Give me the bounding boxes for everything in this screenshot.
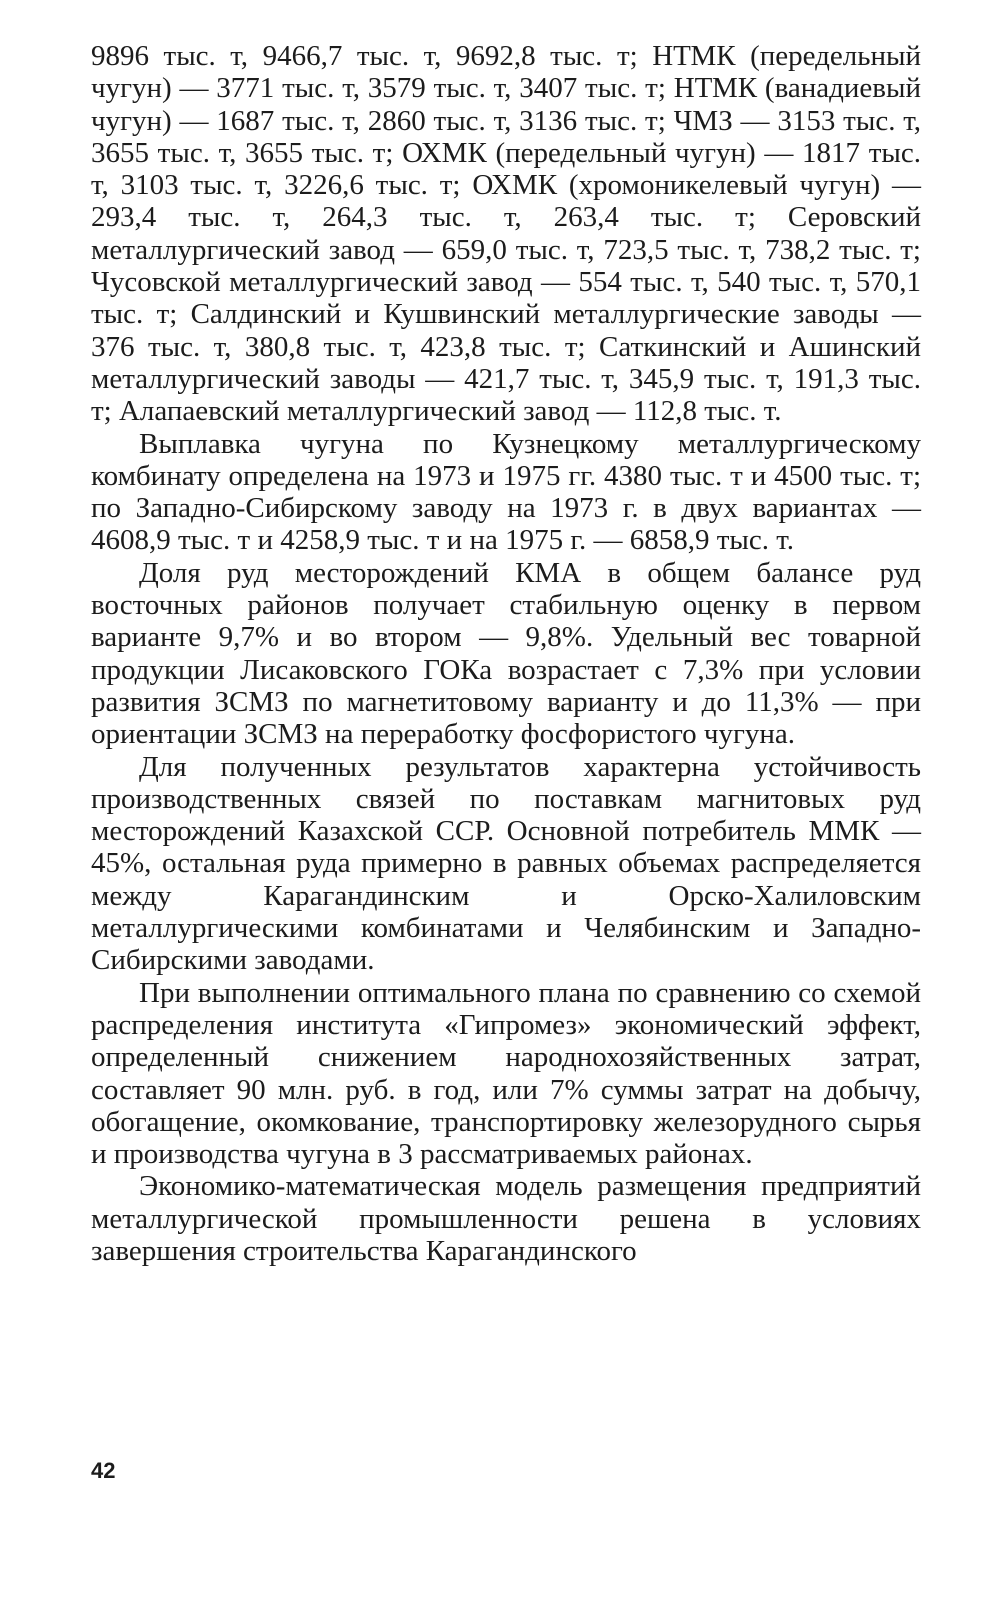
page-body — [91, 40, 921, 1267]
paragraph-continuation: 9896 тыс. т, 9466,7 тыс. т, 9692,8 тыс. т; НТМК (передельный чугун) — 3771 тыс. т, 3579 тыс. т, 3407 тыс. т; НТМК (ванадиевый чугун) — 1687 тыс. т, 2860 тыс. т, 3136 тыс. т; ЧМЗ — 3153 тыс. т, 3655 тыс. т, 3655 тыс. т; ОХМК (передельный чугун) — 1817 тыс. т, 3103 тыс. т, 3226,6 тыс. т; ОХМК (хромоникелевый чугун) — 293,4 тыс. т, 264,3 тыс. т, 263,4 тыс. т; Серовский металлургический завод — 659,0 тыс. т, 723,5 тыс. т, 738,2 тыс. т; Чусовской металлургический завод — 554 тыс. т, 540 тыс. т, 570,1 тыс. т; Салдинский и Кушвинский металлургические заводы — 376 тыс. т, 380,8 тыс. т, 423,8 тыс. т; Саткинский и Ашинский металлургический заводы — 421,7 тыс. т, 345,9 тыс. т, 191,3 тыс. т; Алапаевский металлургический завод — 112,8 тыс. т. — [91, 40, 921, 428]
paragraph-kma-ore-share: Доля руд месторождений КМА в общем балансе руд восточных районов получает стабильную оценку в первом варианте 9,7% и во втором — 9,8%. Удельный вес товарной продукции Лисаковского ГОКа возрастает с 7,3% при условии развития ЗСМЗ по магнетитовому варианту и до 11,3% — при ориентации ЗСМЗ на переработку фосфористого чугуна. — [91, 556, 921, 751]
paragraph-math-model: Экономико-математическая модель размещения предприятий металлургической промышленности решена в условиях завершения строительства Карагандинского — [91, 1170, 921, 1267]
paragraph-economic-effect: При выполнении оптимального плана по сравнению со схемой распределения института «Гипромез» экономический эффект, определенный снижением народнохозяйственных затрат, составляет 90 млн. руб. в год, или 7% суммы затрат на добычу, обогащение, окомкование, транспортировку железорудного сырья и производства чугуна в 3 рассматриваемых районах. — [91, 976, 921, 1171]
page-number: 42 — [91, 1458, 116, 1483]
paragraph-pig-iron-smelting: Выплавка чугуна по Кузнецкому металлургическому комбинату определена на 1973 и 1975 гг. 4380 тыс. т и 4500 тыс. т; по Западно-Сибирскому заводу на 1973 г. в двух вариантах — 4608,9 тыс. т и 4258,9 тыс. т и на 1975 г. — 6858,9 тыс. т. — [91, 427, 921, 557]
paragraph-production-links: Для полученных результатов характерна устойчивость производственных связей по поставкам магнитовых руд месторождений Казахской ССР. Основной потребитель ММК — 45%, остальная руда примерно в равных объемах распределяется между Карагандинским и Орско-Халиловским металлургическими комбинатами и Челябинским и Западно-Сибирскими заводами. — [91, 750, 921, 977]
